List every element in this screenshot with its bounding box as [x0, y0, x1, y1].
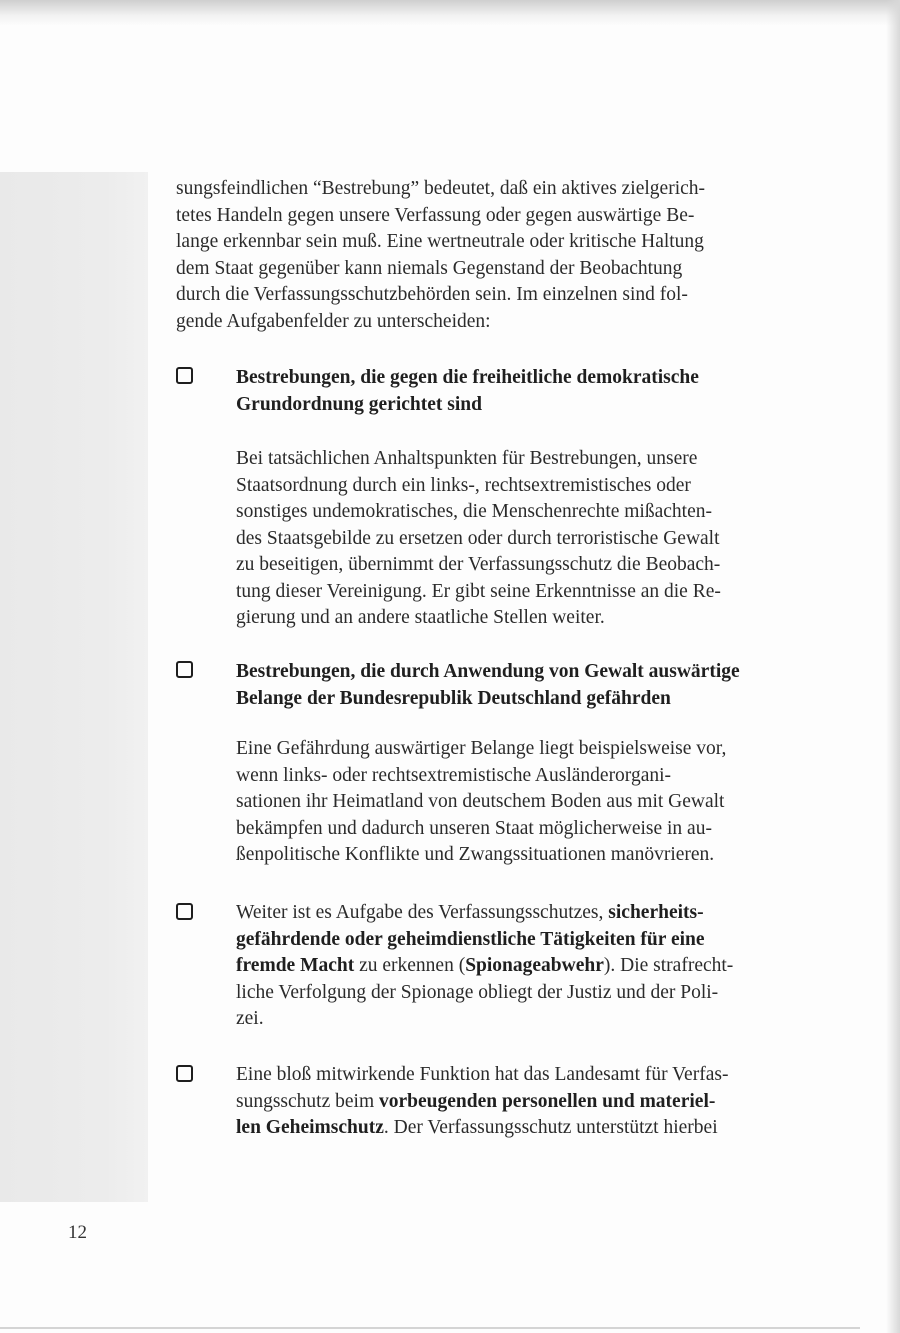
text-line: durch die Verfassungsschutzbehörden sein. Im einzelnen sind fol-	[176, 284, 688, 305]
text-line: sonstiges undemokratisches, die Menschenrechte mißachten-	[236, 501, 712, 522]
text-line: Eine Gefährdung auswärtiger Belange liegt beispielsweise vor,	[236, 738, 727, 759]
scan-right-shadow	[886, 0, 900, 1333]
emphasis-text: len Geheimschutz	[236, 1117, 384, 1138]
emphasis-text: vorbeugenden personellen und materiel-	[378, 1090, 716, 1112]
text-line: tung dieser Vereinigung. Er gibt seine Erkenntnisse an die Re-	[236, 580, 721, 602]
text-line: Eine bloß mitwirkende Funktion hat das Landesamt für Verfas-	[236, 1064, 729, 1085]
emphasis-text: sicherheits-	[608, 902, 704, 923]
scan-left-band	[0, 172, 148, 1202]
checkbox-bullet-icon	[176, 903, 193, 920]
text-line: lange erkennbar sein muß. Eine wertneutrale oder kritische Haltung	[176, 231, 704, 252]
text-line: Bei tatsächlichen Anhaltspunkten für Bestrebungen, unsere	[236, 448, 698, 469]
text-line	[236, 1089, 796, 1116]
heading-line: Belange der Bundesrepublik Deutschland gefährden	[236, 688, 671, 709]
checkbox-bullet-icon	[176, 1065, 193, 1082]
scan-bottom-line	[0, 1327, 860, 1329]
text-line: wenn links- oder rechtsextremistische Ausländerorgani-	[236, 764, 672, 786]
text-run: . Der Verfassungsschutz unterstützt hierbei	[383, 1117, 718, 1138]
text-line: gierung und an andere staatliche Stellen weiter.	[236, 607, 605, 628]
text-line: sungsfeindlichen “Bestrebung” bedeutet, daß ein aktives zielgerich-	[176, 178, 706, 199]
section1-heading	[236, 364, 796, 418]
text-line: des Staatsgebilde zu ersetzen oder durch terroristische Gewalt	[236, 527, 720, 549]
checkbox-bullet-icon	[176, 661, 193, 678]
heading-line: Bestrebungen, die durch Anwendung von Gewalt auswärtige	[236, 661, 740, 682]
text-line: ßenpolitische Konflikte und Zwangssituationen manövrieren.	[236, 844, 715, 865]
text-line	[236, 927, 796, 954]
text-line: zu beseitigen, übernimmt der Verfassungsschutz die Beobach-	[236, 554, 721, 575]
section2-heading	[236, 658, 796, 712]
text-line: gende Aufgabenfelder zu unterscheiden:	[176, 310, 491, 332]
text-line: Staatsordnung durch ein links-, rechtsextremistisches oder	[236, 474, 691, 496]
text-run: ). Die strafrecht-	[603, 955, 734, 976]
text-line: zei.	[236, 1008, 264, 1029]
text-line	[236, 953, 796, 980]
checkbox-bullet-icon	[176, 367, 193, 384]
text-run: sungsschutz beim	[236, 1090, 379, 1112]
scan-top-shadow	[0, 0, 900, 26]
heading-line: Bestrebungen, die gegen die freiheitliche demokratische	[236, 367, 699, 388]
text-line	[236, 900, 796, 927]
emphasis-text: Spionageabwehr	[465, 955, 604, 976]
section1-body	[236, 446, 796, 632]
text-run: Weiter ist es Aufgabe des Verfassungsschutzes,	[236, 902, 609, 923]
text-run: zu erkennen (	[354, 955, 466, 976]
section3-paragraph	[236, 900, 796, 1033]
text-line: sationen ihr Heimatland von deutschem Boden aus mit Gewalt	[236, 791, 725, 812]
emphasis-text: fremde Macht	[236, 955, 355, 976]
text-line	[236, 1115, 796, 1142]
text-line: bekämpfen und dadurch unseren Staat möglicherweise in au-	[236, 817, 712, 839]
emphasis-text: gefährdende oder geheimdienstliche Tätigkeiten für eine	[236, 928, 705, 950]
heading-line: Grundordnung gerichtet sind	[236, 394, 482, 415]
section2-body	[236, 736, 796, 869]
intro-paragraph	[176, 176, 792, 335]
text-line: dem Staat gegenüber kann niemals Gegenstand der Beobachtung	[176, 257, 683, 279]
text-line: liche Verfolgung der Spionage obliegt der Justiz und der Poli-	[236, 981, 719, 1003]
text-line: tetes Handeln gegen unsere Verfassung oder gegen auswärtige Be-	[176, 204, 695, 226]
section4-paragraph	[236, 1062, 796, 1142]
page-number: 12	[68, 1222, 87, 1243]
